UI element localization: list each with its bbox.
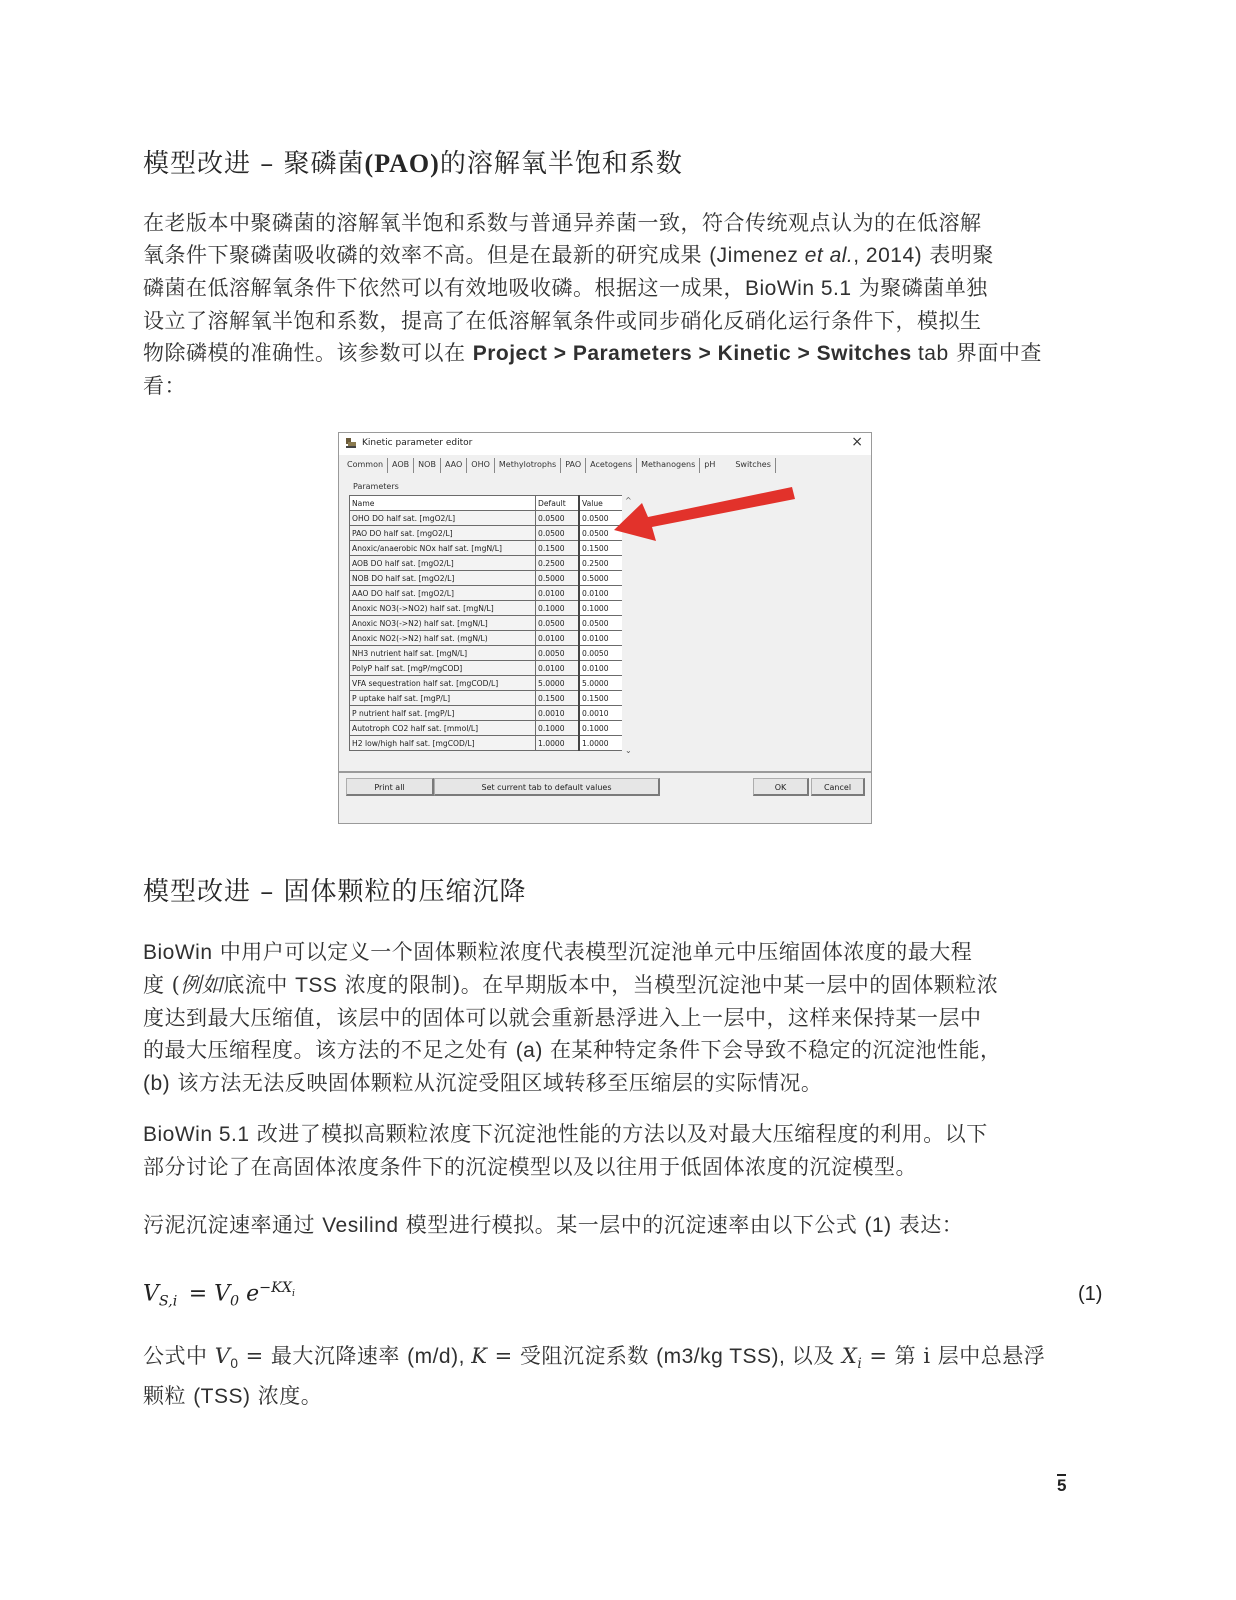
table-row[interactable] xyxy=(350,571,623,586)
value-cell[interactable]: 0.1500 xyxy=(579,541,623,556)
default-value-cell: 0.0500 xyxy=(536,511,580,526)
value-cell[interactable]: 0.1500 xyxy=(579,691,623,706)
table-row[interactable] xyxy=(350,601,623,616)
tab-methylotrophs[interactable]: Methylotrophs xyxy=(495,458,561,473)
param-name-cell: Anoxic NO2(->N2) half sat. (mgN/L) xyxy=(350,631,536,646)
param-name-cell: P uptake half sat. [mgP/L] xyxy=(350,691,536,706)
tab-pao[interactable]: PAO xyxy=(561,458,586,473)
value-cell[interactable]: 0.0100 xyxy=(579,586,623,601)
table-row[interactable] xyxy=(350,556,623,571)
value-cell[interactable]: 0.0010 xyxy=(579,706,623,721)
set-default-button[interactable]: Set current tab to default values xyxy=(434,778,660,796)
ok-button[interactable]: OK xyxy=(753,778,809,796)
table-row[interactable] xyxy=(350,661,623,676)
table-row[interactable] xyxy=(350,721,623,736)
param-name-cell: Anoxic/anaerobic NOx half sat. [mgN/L] xyxy=(350,541,536,556)
value-cell[interactable]: 0.0500 xyxy=(579,526,623,541)
param-name-cell: Autotroph CO2 half sat. [mmol/L] xyxy=(350,721,536,736)
column-header-default: Default xyxy=(536,496,580,511)
table-row[interactable] xyxy=(350,631,623,646)
tab-acetogens[interactable]: Acetogens xyxy=(586,458,637,473)
scroll-up-icon[interactable]: ^ xyxy=(625,496,632,505)
table-row[interactable] xyxy=(350,676,623,691)
table-row[interactable] xyxy=(350,736,623,751)
value-cell[interactable]: 0.5000 xyxy=(579,571,623,586)
value-cell[interactable]: 0.0100 xyxy=(579,661,623,676)
table-row[interactable] xyxy=(350,511,623,526)
paragraph-vesilind: 污泥沉淀速率通过 Vesilind 模型进行模拟。某一层中的沉淀速率由以下公式 (1) 表达： xyxy=(143,1213,964,1237)
param-name-cell: AOB DO half sat. [mgO2/L] xyxy=(350,556,536,571)
table-row[interactable] xyxy=(350,691,623,706)
print-all-button[interactable]: Print all xyxy=(346,778,434,796)
value-cell[interactable]: 0.0500 xyxy=(579,616,623,631)
paragraph-compression-intro: BioWin 中用户可以定义一个固体颗粒浓度代表模型沉淀池单元中压缩固体浓度的最大程 度 (例如底流中 TSS 浓度的限制)。在早期版本中，当模型沉淀池中某一层中的固体颗粒浓 度达到最大压缩值，该层中的固体可以就会重新悬浮进入上一层中，这样来保持某一层中 的最大压缩程度。该方法的不足之处有 (a) 在某种特定条件下会导致不稳定的沉淀池性能， (b) 该方法无法反映固体颗粒从沉淀受阻区域转移至压缩层的实际情况。 xyxy=(143,940,1002,1095)
default-value-cell: 5.0000 xyxy=(536,676,580,691)
param-name-cell: PolyP half sat. [mgP/mgCOD] xyxy=(350,661,536,676)
value-cell[interactable]: 0.1000 xyxy=(579,721,623,736)
param-name-cell: P nutrient half sat. [mgP/L] xyxy=(350,706,536,721)
value-cell[interactable]: 0.2500 xyxy=(579,556,623,571)
tab-oho[interactable]: OHO xyxy=(467,458,495,473)
default-value-cell: 0.0500 xyxy=(536,616,580,631)
dialog-title: Kinetic parameter editor xyxy=(362,438,473,448)
tab-methanogens[interactable]: Methanogens xyxy=(637,458,700,473)
tab-aob[interactable]: AOB xyxy=(388,458,414,473)
default-value-cell: 1.0000 xyxy=(536,736,580,751)
param-name-cell: NOB DO half sat. [mgO2/L] xyxy=(350,571,536,586)
param-name-cell: AAO DO half sat. [mgO2/L] xyxy=(350,586,536,601)
menu-path: Project > Parameters > Kinetic > Switches xyxy=(472,342,912,365)
default-value-cell: 0.2500 xyxy=(536,556,580,571)
cancel-button[interactable]: Cancel xyxy=(811,778,865,796)
default-value-cell: 0.0010 xyxy=(536,706,580,721)
default-value-cell: 0.1500 xyxy=(536,541,580,556)
table-row[interactable] xyxy=(350,616,623,631)
app-icon xyxy=(345,437,357,449)
param-name-cell: NH3 nutrient half sat. [mgN/L] xyxy=(350,646,536,661)
close-icon[interactable]: × xyxy=(851,434,863,450)
tab-common[interactable]: Common xyxy=(343,458,388,473)
value-cell[interactable]: 5.0000 xyxy=(579,676,623,691)
default-value-cell: 0.0500 xyxy=(536,526,580,541)
parameters-group-label: Parameters xyxy=(353,482,399,491)
section-heading-compression-settling: 模型改进 – 固体颗粒的压缩沉降 xyxy=(143,877,527,907)
value-cell[interactable]: 0.0100 xyxy=(579,631,623,646)
paragraph-variable-definitions: 公式中 $V_0$ = 最大沉降速率 (m/d), K = 受阻沉淀系数 (m3/kg TSS), 以及 $X_i$ = 第 i 层中总悬浮 颗粒 (TSS) 浓度。 xyxy=(143,1344,1046,1409)
value-cell[interactable]: 0.0050 xyxy=(579,646,623,661)
default-value-cell: 0.0100 xyxy=(536,661,580,676)
table-row[interactable] xyxy=(350,646,623,661)
parameters-table xyxy=(349,495,623,751)
red-arrow-annotation xyxy=(612,485,797,545)
tab-bar xyxy=(343,458,776,474)
default-value-cell: 0.1000 xyxy=(536,721,580,736)
param-name-cell: Anoxic NO3(->N2) half sat. [mgN/L] xyxy=(350,616,536,631)
default-value-cell: 0.1000 xyxy=(536,601,580,616)
default-value-cell: 0.0100 xyxy=(536,631,580,646)
tab-switches[interactable]: Switches xyxy=(731,458,776,473)
column-header-value: Value xyxy=(579,496,623,511)
equation-number: (1) xyxy=(1078,1283,1103,1305)
paragraph-biowin-improvement: BioWin 5.1 改进了模拟高颗粒浓度下沉淀池性能的方法以及对最大压缩程度的利用。以下 部分讨论了在高固体浓度条件下的沉淀模型以及以往用于低固体浓度的沉淀模型。 xyxy=(143,1122,988,1179)
default-value-cell: 0.0100 xyxy=(536,586,580,601)
dialog-title-bar xyxy=(339,433,871,455)
scroll-down-icon[interactable]: ⌄ xyxy=(625,746,632,755)
param-name-cell: H2 low/high half sat. [mgCOD/L] xyxy=(350,736,536,751)
paragraph-pao-intro: 在老版本中聚磷菌的溶解氧半饱和系数与普通异养菌一致，符合传统观点认为的在低溶解 氧条件下聚磷菌吸收磷的效率不高。但是在最新的研究成果 (Jimenez et al., 2014) 表明聚 磷菌在低溶解氧条件下依然可以有效地吸收磷。根据这一成果，BioWin 5.1 为聚磷菌单独 设立了溶解氧半饱和系数，提高了在低溶解氧条件或同步硝化反硝化运行条件下，模拟生 物除磷模的准确性。该参数可以在 Project > Parameters > Kinetic > Switches tab 界面中查 看： xyxy=(143,211,1042,398)
param-name-cell: OHO DO half sat. [mgO2/L] xyxy=(350,511,536,526)
table-row[interactable] xyxy=(350,586,623,601)
page-number: 5 xyxy=(1057,1476,1067,1495)
tab-nob[interactable]: NOB xyxy=(414,458,441,473)
default-value-cell: 0.1500 xyxy=(536,691,580,706)
table-row[interactable] xyxy=(350,541,623,556)
value-cell[interactable]: 0.1000 xyxy=(579,601,623,616)
column-header-name: Name xyxy=(350,496,536,511)
section-heading-pao: 模型改进 – 聚磷菌(PAO)的溶解氧半饱和系数 xyxy=(143,149,683,179)
value-cell[interactable]: 1.0000 xyxy=(579,736,623,751)
equation-1: $V_{S,i} = V_0$ $e^{-KX_i}$ xyxy=(143,1280,295,1310)
table-row[interactable] xyxy=(350,706,623,721)
default-value-cell: 0.0050 xyxy=(536,646,580,661)
default-value-cell: 0.5000 xyxy=(536,571,580,586)
tab-ph[interactable]: pH xyxy=(704,460,716,469)
value-cell[interactable]: 0.0500 xyxy=(579,511,623,526)
divider xyxy=(339,771,871,773)
param-name-cell: Anoxic NO3(->NO2) half sat. [mgN/L] xyxy=(350,601,536,616)
param-name-cell: PAO DO half sat. [mgO2/L] xyxy=(350,526,536,541)
param-name-cell: VFA sequestration half sat. [mgCOD/L] xyxy=(350,676,536,691)
table-row[interactable] xyxy=(350,526,623,541)
tab-aao[interactable]: AAO xyxy=(441,458,467,473)
